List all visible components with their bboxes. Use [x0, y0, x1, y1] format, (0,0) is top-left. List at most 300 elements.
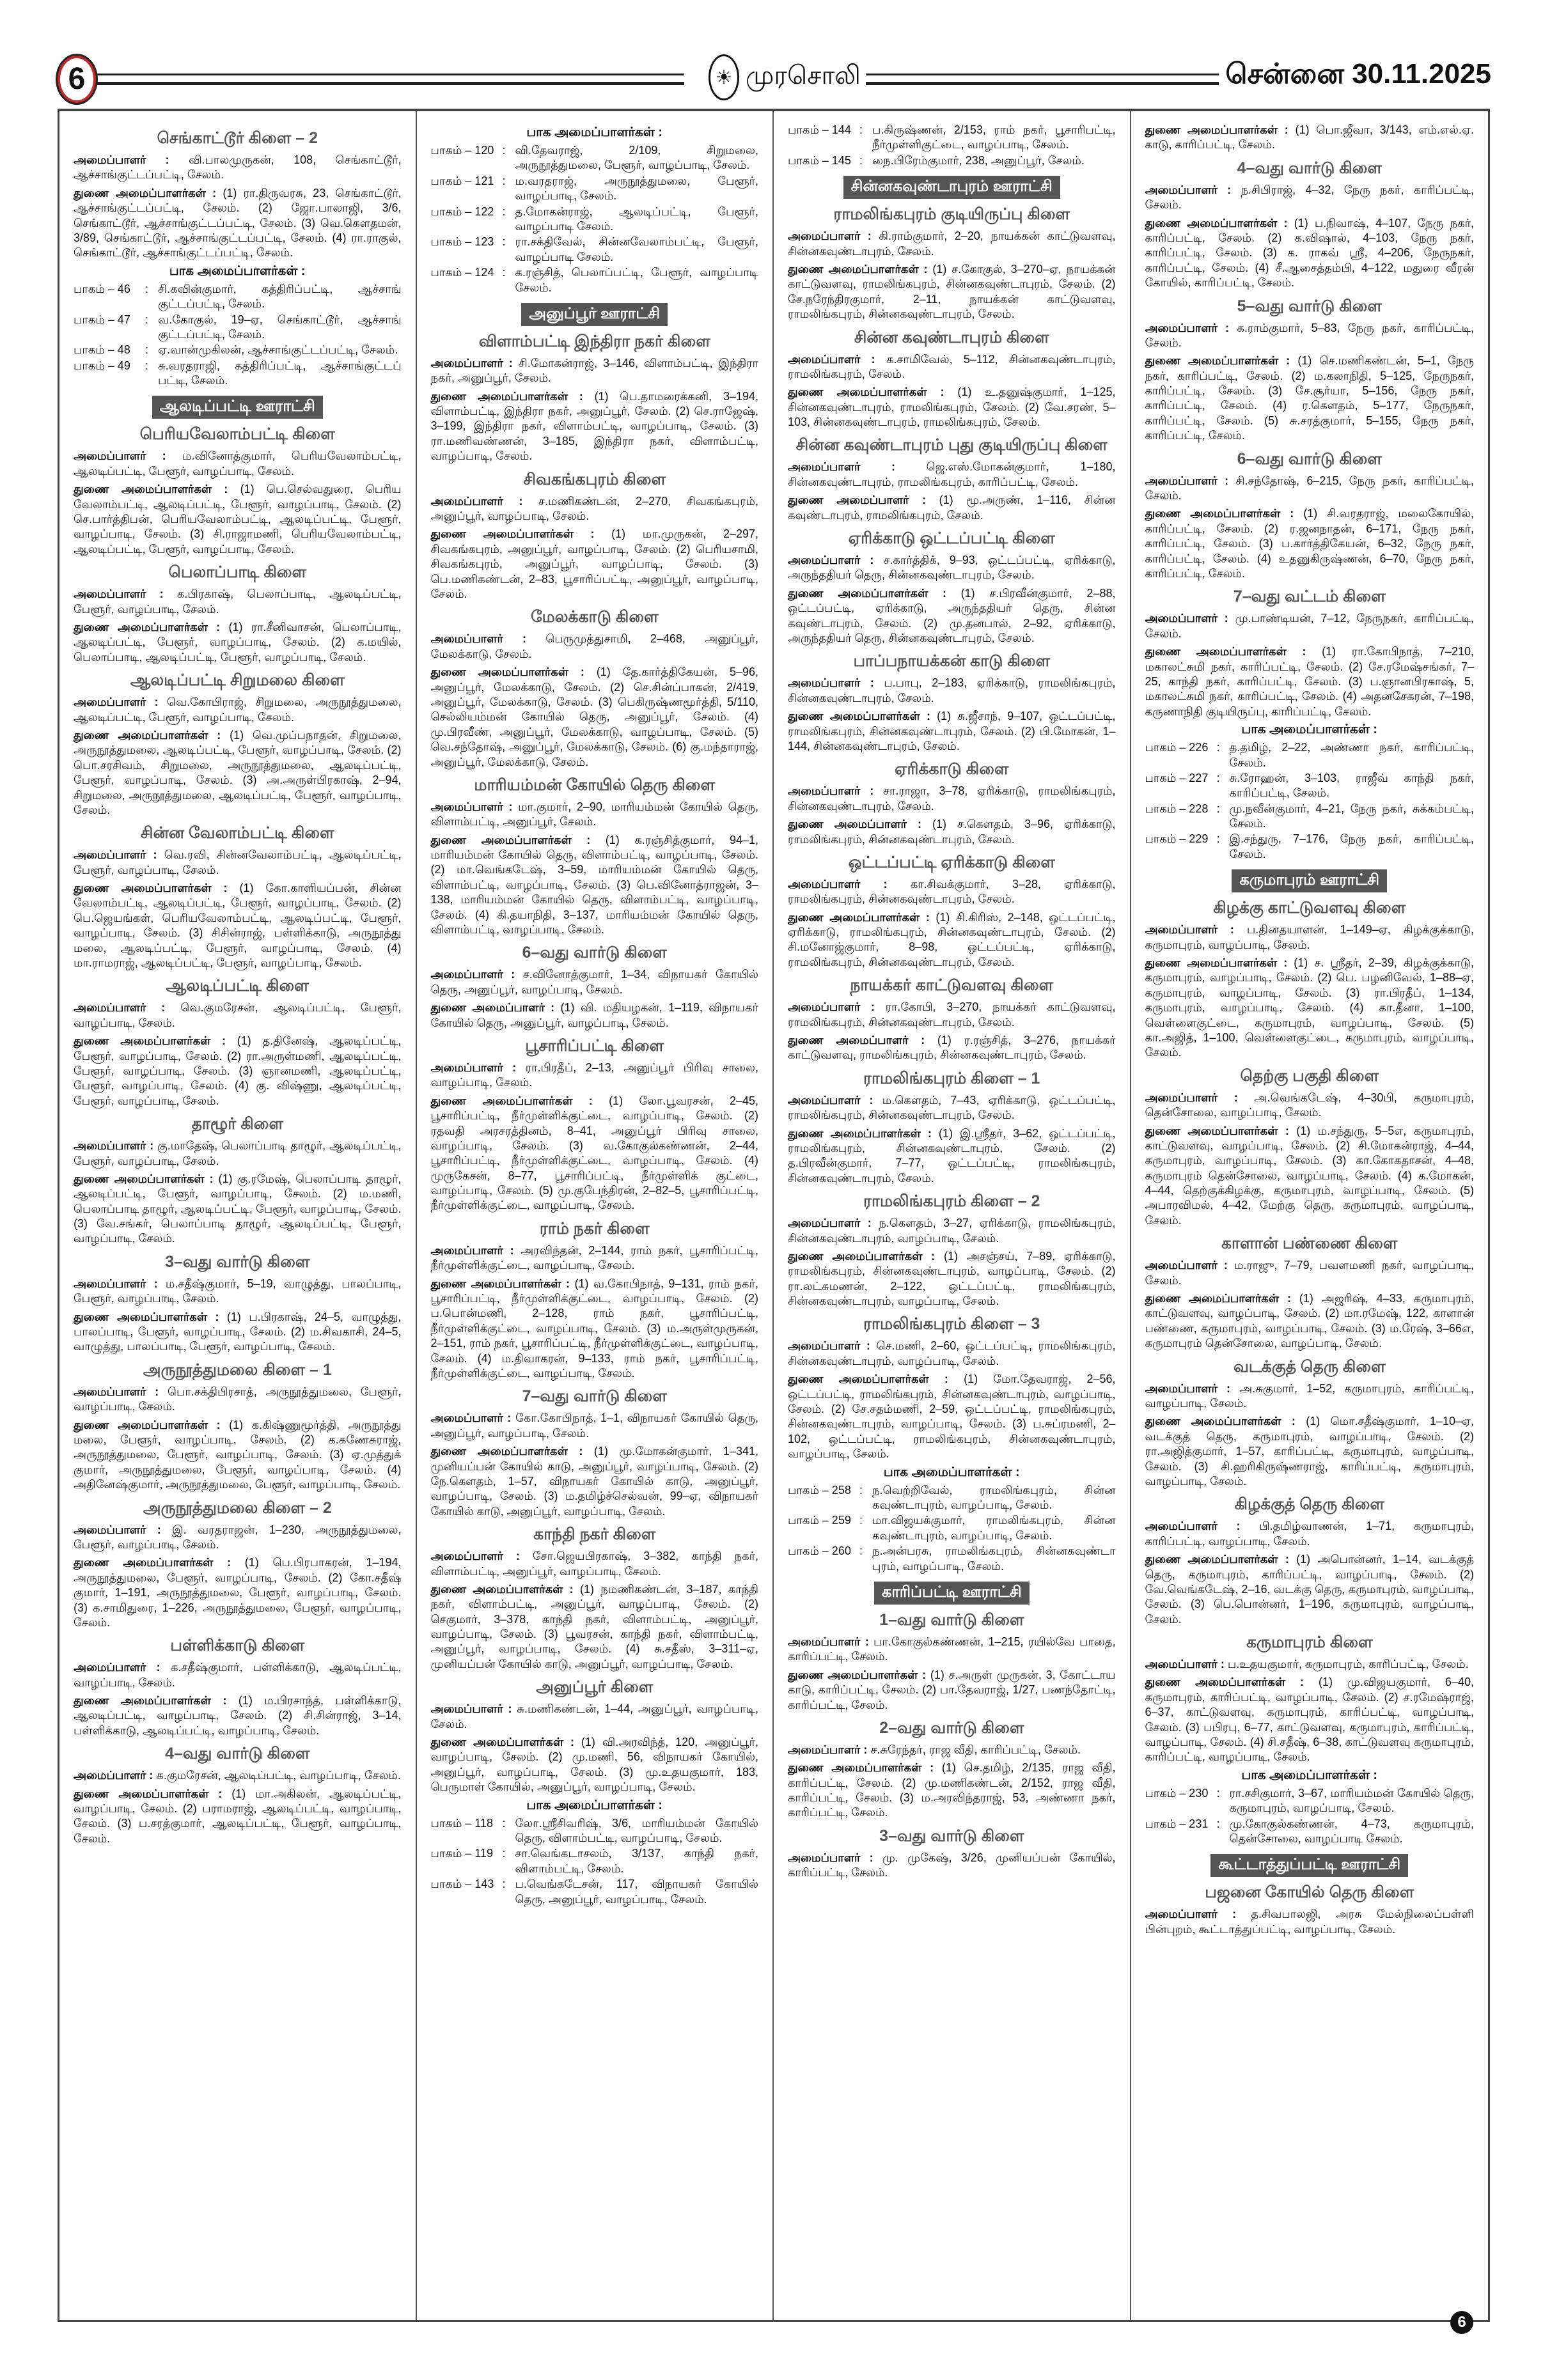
member-details: க.குமரேசன், ஆலடிப்பட்டி, வாழப்பாடி, சேலம். — [153, 1769, 402, 1782]
member-entry — [1145, 1291, 1475, 1351]
booth-entry — [788, 123, 1116, 153]
member-details: (1) அசஞ்சய், 7–89, ஏரிக்காடு, ராமலிங்கபுரம், சின்னகவுண்டாபுரம், வாழப்பாடி, சேலம். (2) ரா.லட்சுமணன், 2–122, ஒட்டப்பட்டி, ராமலிங்கபுரம், சின்னகவுண்டாபுரம், வாழப்பாடி, சேலம். — [788, 1249, 1116, 1308]
role-label: அமைப்பாளர் : — [74, 1661, 161, 1674]
member-details: (1) சு.ஜீசாந், 9–107, ஒட்டப்பட்டி, ராமலிங்கபுரம், சின்னகவுண்டாபுரம், சேலம். (2) பி.மோகன், 1–144, சின்னகவுண்டாபுரம், சேலம். — [788, 710, 1116, 752]
member-entry — [1145, 1907, 1475, 1937]
member-details: ம.வினோத்குமார், பெரியவேலாம்பட்டி, ஆலடிப்பட்டி, பேளூர், வாழப்பாடி, சேலம். — [74, 449, 402, 478]
branch-heading: தெற்கு பகுதி கிளை — [1240, 1066, 1379, 1085]
booth-entry — [431, 1846, 759, 1876]
role-label: அமைப்பாளர் : — [74, 1769, 153, 1782]
booth-member: லோ.ஸ்ரீசிவரிஷ், 3/6, மாரியம்மன் கோயில் தெரு, விளாம்பட்டி, வாழப்பாடி, சேலம். — [515, 1816, 758, 1844]
booth-member: ரா.சக்திவேல், சின்னவேலாம்பட்டி, பேளூர், வாழப்பாடி சேலம். — [515, 235, 758, 263]
member-details: மு.பாண்டியன், 7–12, நேருநகர், காரிப்பட்டி, சேலம். — [1145, 612, 1475, 640]
role-label: அமைப்பாளர் : — [430, 1702, 512, 1716]
member-entry — [431, 389, 759, 464]
branch-heading: ராமலிங்கபுரம் கிளை – 2 — [863, 1192, 1040, 1211]
section-subheading: பாக அமைப்பாளர்கள் : — [1241, 1768, 1378, 1782]
member-entry — [788, 1249, 1116, 1309]
member-entry — [431, 1000, 759, 1031]
member-entry — [74, 587, 402, 617]
member-details: பெருமுத்துசாமி, 2–468, அனுப்பூர், மேலக்காடு, சேலம். — [430, 632, 758, 660]
booth-member: த.தமிழ், 2–22, அண்ணா நகர், காரிப்பட்டி, சேலம். — [1229, 741, 1474, 769]
role-label: அமைப்பாளர் : — [430, 1243, 514, 1257]
branch-heading: ஆலடிப்பட்டி சிறுமலை கிளை — [130, 671, 345, 690]
branch-heading: 2–வது வார்டு கிளை — [879, 1718, 1024, 1737]
member-details: (1) ரா.கோபிநாத், 7–210, மகாலட்சுமி நகர், காரிப்பட்டி, சேலம். (2) சே.ரமேஷ்சங்கர், 7–25, காந்தி நகர், காரிப்பட்டி, சேலம். (3) ப.ஞானபிரகாஷ், 5, மகாலட்சுமி நகர், காரிப்பட்டி, சேலம். (4) அதனசேகரன், 7–198, கருணாநிதி குடியிருப்பு, காரிப்பட்டி, சேலம். — [1145, 645, 1474, 718]
role-label: துணை அமைப்பாளர்கள் : — [74, 483, 228, 496]
member-entry — [1145, 123, 1475, 153]
member-details: ச.மணிகண்டன், 2–270, சிவகங்கபுரம், அனுப்பூர், வாழப்பாடி, சேலம். — [430, 494, 759, 523]
role-label: துணை அமைப்பாளர்கள் : — [788, 710, 930, 723]
member-details: அ.வெங்கடேஷ், 4–30பி, கருமாபுரம், தென்சோலை, வாழப்பாடி, சேலம். — [1145, 1091, 1474, 1119]
member-details: (1) பெ.செல்வதுரை, பெரிய வேலாம்பட்டி, ஆலடிப்பட்டி, பேளூர், வாழப்பாடி, சேலம். (2) செ.பார்த்திபன், பெரியவேலாம்பட்டி, ஆலடிப்பட்டி, பேளூர், வாழப்பாடி, சேலம். (3) சி.ராஜாமணி, பெரியவேலாம்பட்டி, ஆலடிப்பட்டி, பேளூர், வாழப்பாடி, சேலம். — [74, 483, 402, 556]
member-details: அரவிந்தன், 2–144, ராம் நகர், பூசாரிப்பட்டி, நீர்முள்ளிக்குட்டை, வாழப்பாடி, சேலம். — [430, 1243, 759, 1272]
branch-heading: அனுப்பூர் கிளை — [536, 1678, 654, 1697]
member-details: (1) ச.பிரவீன்குமார், 2–88, ஒட்டப்பட்டி, ஏரிக்காடு, அருந்ததியர் தெரு, சின்ன கவுண்டாபுரம், சேலம். (2) மு.தனபால், 2–92, ஏரிக்காடு, அருந்ததியர் தெரு, சின்னகவுண்டாபுரம், சேலம். — [788, 586, 1116, 644]
separator: : — [145, 343, 149, 357]
member-entry — [1145, 183, 1475, 213]
member-entry — [74, 1000, 402, 1031]
member-details: (1) வெ.முப்பநாதன், சிறுமலை, அருநூத்துமலை, ஆலடிப்பட்டி, பேளூர், வாழப்பாடி, சேலம். (2) பொ.சரசிவம், சிறுமலை, அருநூத்துமலை, ஆலடிப்பட்டி, பேளூர், வாழப்பாடி, சேலம். (3) அ.அருள்பிரகாஷ், 2–94, சிறுமலை, அருநூத்துமலை, ஆலடிப்பட்டி, பேளூர், வாழப்பாடி, சேலம். — [74, 728, 402, 816]
role-label: அமைப்பாளர் : — [788, 784, 874, 798]
member-entry — [74, 1787, 402, 1847]
member-entry — [788, 676, 1116, 706]
member-entry — [431, 356, 759, 386]
member-details: ச.சுரேந்தர், ராஜ வீதி, காரிப்பட்டி, சேலம். — [867, 1743, 1081, 1756]
booth-member: இ.சந்துரு, 7–176, நேரு நகர், காரிப்பட்டி, சேலம். — [1229, 832, 1474, 860]
role-label: துணை அமைப்பாளர்கள் : — [74, 882, 228, 895]
role-label: துணை அமைப்பாளர்கள் : — [430, 833, 591, 846]
member-details: (1) கோ.காளியப்பன், சின்ன வேலாம்பட்டி, ஆலடிப்பட்டி, பேளூர், வாழப்பாடி, சேலம். (2) பெ.ஜெயங்கள், பெரியவேலாம்பட்டி, ஆலடிப்பட்டி, பேளூர், வாழப்பாடி, சேலம். (3) சிசின்ராஜ், பள்ளிக்காடு, அருநூத்து மலை, ஆலடிப்பட்டி, பேளூர், வாழப்பாடி, சேலம். (4) மா.ராமராஜ், ஆலடிப்பட்டி, பேளூர், வாழப்பாடி, சேலம். — [74, 882, 402, 970]
role-label: அமைப்பாளர் : — [1145, 1658, 1225, 1671]
member-entry — [788, 262, 1116, 322]
member-details: (1) செ.மணிகண்டன், 5–1, நேரு நகர், காரிப்பட்டி, சேலம். (2) ம.கலாநிதி, 5–125, நேருநகர், காரிப்பட்டி, சேலம். (3) சே.சூர்யா, 5–156, நேரு நகர், காரிப்பட்டி, சேலம். (4) ர.கௌதம், 5–177, நேருநகர், காரிப்பட்டி, சேலம். (5) சு.சரத்குமார், 5–155, நேரு நகர், காரிப்பட்டி, சேலம். — [1145, 354, 1474, 442]
booth-number: பாகம் – 49 — [74, 359, 130, 372]
role-label: துணை அமைப்பாளர்கள் : — [788, 910, 930, 924]
branch-heading: 1–வது வார்டு கிளை — [879, 1610, 1024, 1629]
branch-heading: ராம் நகர் கிளை — [539, 1219, 650, 1238]
role-label: அமைப்பாளர் : — [430, 494, 523, 508]
branch-heading: 6–வது வார்டு கிளை — [522, 944, 667, 962]
member-entry — [431, 1444, 759, 1519]
member-entry — [74, 186, 402, 261]
booth-number: பாகம் – 120 — [430, 144, 494, 157]
booth-number: பாகம் – 228 — [1145, 802, 1209, 815]
booth-number: பாகம் – 145 — [788, 153, 851, 167]
branch-heading: பள்ளிக்காடு கிளை — [170, 1637, 305, 1655]
member-details: (1) ரா.சீனிவாசன், பெலாப்பாடி, ஆலடிப்பட்டி, பேளூர், வாழப்பாடி, சேலம். (2) க.மயில், பெலாப்பாடி, ஆலடிப்பட்டி, பேளூர், வாழப்பாடி, சேலம். — [74, 620, 402, 664]
member-entry — [74, 881, 402, 970]
role-label: அமைப்பாளர் : — [74, 1385, 159, 1398]
role-label: துணை அமைப்பாளர்கள் : — [430, 665, 584, 679]
masthead-rule-left — [83, 74, 684, 85]
booth-entry — [431, 205, 759, 235]
role-label: அமைப்பாளர் : — [788, 352, 875, 366]
member-entry — [74, 1555, 402, 1630]
member-details: (1) ரா.திருவரசு, 23, செங்காட்டூர், ஆச்சாங்குட்டப்பட்டி, சேலம். (2) ஜோ.பாலாஜி, 3/6, செங்காட்டூர், ஆச்சாங்குட்டப்பட்டி, சேலம். (3) வெ.கௌதமன், 3/89, செங்காட்டூர், ஆச்சாங்குட்டப்பட்டி, சேலம். (4) ரா.ராகுல், செங்காட்டூர், ஆச்சாங்குட்டப்பட்டி, சேலம். — [74, 186, 402, 260]
member-entry — [74, 1172, 402, 1247]
booth-member: ஏ.வான்முகிலன், ஆச்சாங்குட்டப்பட்டி, சேலம். — [158, 343, 398, 357]
member-entry — [431, 1094, 759, 1213]
separator: : — [502, 1878, 506, 1891]
role-label: துணை அமைப்பாளர்கள் : — [1145, 1292, 1291, 1305]
branch-heading: 7–வது வார்டு கிளை — [522, 1387, 667, 1406]
member-entry — [1145, 611, 1475, 641]
member-details: (1) ப.நிவாஷ், 4–107, நேரு நகர், காரிப்பட்டி, சேலம். (2) க.விஷால், 4–103, நேரு நகர், காரிப்பட்டி, சேலம். (3) க. ராகவ் ஸ்ரீ, 4–206, நேருநகர், காரிப்பட்டி, சேலம். (4) சீ.ஆசைத்தம்பி, 4–122, மதுரை வீரன் கோயில், காரிப்பட்டி, சேலம். — [1145, 216, 1474, 290]
member-entry — [1145, 1675, 1475, 1764]
member-entry — [788, 910, 1116, 970]
member-details: (1) த.தினேஷ், ஆலடிப்பட்டி, பேளூர், வாழப்பாடி, சேலம். (2) ரா.அருள்மணி, ஆலடிப்பட்டி, பேளூர், வாழப்பாடி, சேலம். (3) ஞானமணி, ஆலடிப்பட்டி, பேளூர், வாழப்பாடி, சேலம். (4) கு. விஷ்ணு, ஆலடிப்பட்டி, பேளூர், வாழப்பாடி, சேலம். — [74, 1034, 402, 1107]
role-label: அமைப்பாளர் : — [74, 1277, 158, 1290]
booth-entry — [1145, 1817, 1475, 1847]
booth-number: பாகம் – 121 — [430, 174, 494, 187]
role-label: அமைப்பாளர் : — [430, 1412, 512, 1425]
booth-entry — [74, 313, 402, 343]
role-label: அமைப்பாளர் : — [788, 1000, 875, 1014]
role-label: அமைப்பாளர் : — [1145, 1520, 1241, 1533]
branch-heading: கிழக்கு காட்டுவளவு கிளை — [1213, 899, 1406, 917]
role-label: துணை அமைப்பாளர்கள் : — [788, 1249, 936, 1263]
member-entry — [431, 494, 759, 524]
branch-heading: சின்ன கவுண்டாபுரம் புது குடியிருப்பு கிளை — [795, 436, 1108, 455]
member-details: (1) ச. ஸ்ரீதர், 2–39, கிழக்குக்காடு, கருமாபுரம், வாழப்பாடி, சேலம். (2) பெ. பழனிவேல், 1–88–ஏ, கருமாபுரம், வாழப்பாடி, சேலம். (3) ரா.பிரதீப், 1–134, கருமாபுரம், வாழப்பாடி, சேலம். (4) கா.தீனா, 1–100, வெள்ளைகுட்டை, கருமாபுரம், வாழப்பாடி, சேலம். (5) கா.அஜித், 1–100, வெள்ளைகுட்டை, கருமாபுரம், வாழப்பாடி, சேலம். — [1145, 956, 1474, 1059]
member-details: ச.கார்த்திக், 9–93, ஒட்டப்பட்டி, ஏரிக்காடு, அருந்ததியர் தெரு, சின்னகவுண்டாபுரம், சேலம். — [788, 554, 1116, 582]
member-details: க.ராம்குமார், 5–83, நேரு நகர், காரிப்பட்டி, சேலம். — [1145, 321, 1474, 349]
booth-entry — [431, 265, 759, 295]
member-entry — [788, 1339, 1116, 1369]
member-details: (1) ச.கௌதம், 3–96, ஏரிக்காடு, ராமலிங்கபுரம், சின்னகவுண்டாபுரம், சேலம். — [788, 818, 1116, 846]
member-entry — [431, 1735, 759, 1795]
member-details: (1) பெ.பிரபாகரன், 1–194, அருநூத்துமலை, பேளூர், வாழப்பாடி, சேலம். (2) கோ.சதீஷ் குமார், 1–191, அருநூத்துமலை, பேளூர், வாழப்பாடி, சேலம். (3) க.சாமிதுரை, 1–226, அருநூத்துமலை, பேளூர், வாழப்பாடி, சேலம். — [74, 1556, 402, 1629]
member-entry — [1145, 1258, 1475, 1288]
role-label: அமைப்பாளர் : — [1145, 1908, 1237, 1921]
member-details: (1) மொ.சதீஷ்குமார், 1–10–ஏ, வடக்குத் தெரு, கருமாபுரம், வாழப்பாடி, சேலம். (2) ரா.அஜித்குமார், 1–57, காரிப்பட்டி, கருமாபுரம், வாழப்பாடி, சேலம். (3) சி.ஹரிகிருஷ்ணராஜ், காரிப்பட்டி, கருமாபுரம், வாழப்பாடி, சேலம். — [1145, 1415, 1474, 1488]
member-entry — [431, 1061, 759, 1091]
member-entry — [788, 817, 1116, 847]
branch-heading: பாப்பநாயக்கன் காடு கிளை — [853, 652, 1051, 671]
booth-entry — [431, 1877, 759, 1907]
role-label: துணை அமைப்பாளர்கள் : — [788, 385, 944, 399]
member-entry — [74, 1523, 402, 1553]
branch-heading: சின்ன வேலாம்பட்டி கிளை — [140, 824, 334, 843]
member-entry — [431, 1702, 759, 1732]
member-entry — [431, 665, 759, 770]
branch-heading: ஏரிக்காடு கிளை — [895, 760, 1009, 779]
member-details: (1) பெ.தாமரைக்கனி, 3–194, விளாம்பட்டி, இந்திரா நகர், அனுப்பூர், சேலம். (2) செ.ராஜேஷ், 3–199, இந்திரா நகர், விளாம்பட்டி, வாழப்பாடி, சேலம். (3) ரா.மணிவண்ணன், 3–185, இந்திரா நகர், விளாம்பட்டி, வாழப்பாடி, சேலம். — [430, 389, 759, 463]
role-label: துணை அமைப்பாளர்கள் : — [430, 1277, 570, 1290]
role-label: அமைப்பாளர் : — [1145, 474, 1229, 487]
role-label: துணை அமைப்பாளர் : — [788, 1034, 925, 1047]
paper-logo — [703, 54, 866, 100]
branch-heading: விளாம்பட்டி இந்திரா நகர் கிளை — [478, 332, 710, 350]
member-entry — [1145, 474, 1475, 504]
member-details: வெ.ரவி, சின்னவேலாம்பட்டி, ஆலடிப்பட்டி, பேளூர், வாழப்பாடி, சேலம். — [74, 848, 402, 876]
role-label: துணை அமைப்பாளர்கள் : — [1145, 1676, 1304, 1689]
rising-sun-emblem-icon: ☀ — [709, 54, 739, 100]
role-label: அமைப்பாளர் : — [74, 696, 159, 709]
role-label: துணை அமைப்பாளர்கள் : — [1145, 645, 1306, 658]
member-details: (1) தே.கார்த்திகேயன், 5–96, அனுப்பூர், மேலக்காடு, சேலம். (2) செ.சின்ப்பாகன், 2/419, அனுப்பூர், மேலக்காடு, சேலம். (3) பெகிருஷ்ணமூர்த்தி, 5/110, செல்லியம்மன் கோயில் தெரு, அனுப்பூர், சேலம். (4) மு.பிரவீண், அனுப்பூர், மேலக்காடு, வாழப்பாடி, சேலம். (5) வெ.சந்தோஷ், அனுப்பூர், மேலக்காடு, சேலம். (6) கு.மந்தாராஜ், அனுப்பூர், மேலக்காடு, சேலம். — [430, 665, 758, 768]
role-label: துணை அமைப்பாளர்கள் : — [430, 1445, 583, 1458]
member-details: ம.கௌதம், 7–43, ஏரிக்காடு, ஒட்டப்பட்டி, ராமலிங்கபுரம், சின்னகவுண்டாபுரம், சேலம். — [788, 1093, 1116, 1122]
member-entry — [788, 1743, 1116, 1757]
branch-heading: தாழூர் கிளை — [191, 1115, 283, 1133]
member-entry — [1145, 1414, 1475, 1489]
branch-heading: சிவகங்கபுரம் கிளை — [523, 470, 666, 488]
separator: : — [1216, 832, 1220, 846]
role-label: துணை அமைப்பாளர்கள் : — [74, 1172, 214, 1185]
booth-entry — [788, 1483, 1116, 1513]
booth-member: வி.தேவராஜ், 2/109, சிறுமலை, அருநூத்துமலை, பேளூர், வாழப்பாடி, சேலம். — [515, 144, 758, 172]
role-label: அமைப்பாளர் : — [1145, 321, 1230, 334]
role-label: அமைப்பாளர் : — [1145, 1259, 1228, 1272]
page-number-badge: 6 — [58, 56, 96, 103]
role-label: துணை அமைப்பாளர் : — [430, 1001, 555, 1015]
member-details: க.பிரகாஷ், பெலாப்பாடி, ஆலடிப்பட்டி, பேளூர், வாழப்பாடி, சேலம். — [74, 587, 402, 616]
role-label: அமைப்பாளர் : — [788, 877, 888, 891]
booth-member: நை.பிரேம்குமார், 238, அனுப்பூர், சேலம். — [872, 153, 1085, 167]
branch-heading: ராமலிங்கபுரம் குடியிருப்பு கிளை — [833, 205, 1070, 224]
role-label: துணை அமைப்பாளர்கள் : — [788, 262, 928, 276]
role-label: துணை அமைப்பாளர்கள் : — [788, 1761, 934, 1775]
booth-number: பாகம் – 226 — [1145, 741, 1209, 754]
booth-entry — [431, 143, 759, 173]
booth-member: த.மோகன்ராஜ், ஆலடிப்பட்டி, பேளூர், வாழப்பாடி சேலம். — [515, 205, 758, 233]
member-details: இ. வரதராஜன், 1–230, அருநூத்துமலை, பேளூர், வாழப்பாடி, சேலம். — [74, 1523, 402, 1551]
separator: : — [502, 235, 506, 249]
separator: : — [859, 123, 863, 136]
separator: : — [1216, 771, 1220, 784]
member-entry — [788, 1851, 1116, 1881]
member-details: பா.கோகுல்கண்ணன், 1–215, ரயில்வே பாதை, காரிப்பட்டி, சேலம். — [788, 1635, 1116, 1663]
role-label: அமைப்பாளர் : — [1145, 923, 1234, 937]
member-entry — [74, 620, 402, 665]
member-entry — [788, 1372, 1116, 1461]
role-label: துணை அமைப்பாளர்கள் : — [430, 1094, 593, 1107]
branch-heading: அருநூத்துமலை கிளை – 1 — [143, 1360, 332, 1379]
member-entry — [1145, 1657, 1475, 1672]
member-details: (1) ச.அருள் முருகன், 3, கோட்டாய காடு, காரிப்பட்டி, சேலம். (2) பா.தேவராஜ், 1/27, பணந்தோட்டி, காரிப்பட்டி, சேலம். — [788, 1668, 1116, 1711]
role-label: அமைப்பாளர் : — [1145, 183, 1232, 196]
member-details: (1) கு.ரமேஷ், பெலாப்பாடி தாழூர், ஆலடிப்பட்டி, பேளூர், வாழப்பாடி, சேலம். (2) ம.மணி, பெலாப்பாடி தாழூர், ஆலடிப்பட்டி, பேளூர், வாழப்பாடி, சேலம். (3) வே.சங்கர், பெலாப்பாடி தாழூர், ஆலடிப்பட்டி, பேளூர், வாழப்பாடி, சேலம். — [74, 1172, 402, 1245]
booth-number: பாகம் – 227 — [1145, 771, 1209, 784]
member-entry — [74, 695, 402, 725]
member-entry — [788, 553, 1116, 583]
column-1 — [59, 111, 417, 2320]
branch-heading: ஆலடிப்பட்டி கிளை — [166, 977, 309, 995]
member-details: ம.சதீஷ்குமார், 5–19, வாழுத்து, பாலப்பாடி, பேளூர், வாழப்பாடி, சேலம். — [74, 1277, 402, 1305]
role-label: துணை அமைப்பாளர் : — [788, 494, 927, 507]
member-entry — [431, 800, 759, 830]
member-entry — [788, 1093, 1116, 1123]
booth-entry — [431, 1816, 759, 1846]
section-subheading: பாக அமைப்பாளர்கள் : — [526, 1798, 663, 1812]
member-details: (1) செ.தமிழ், 2/135, ராஜ வீதி, காரிப்பட்டி, சேலம். (2) மு.மணிகண்டன், 2/152, ராஜ வீதி, காரிப்பட்டி, சேலம். (3) ம.அரவிந்தராஜ், 53, அண்ணா நகர், காரிப்பட்டி, சேலம். — [788, 1761, 1116, 1819]
member-entry — [431, 1243, 759, 1273]
member-details: ரா.கோபி, 3–270, நாயக்கர் காட்டுவளவு, ராமலிங்கபுரம், சின்னகவுண்டாபுரம், சேலம். — [788, 1000, 1116, 1029]
member-details: (1) ம.சந்துரு, 5–5எ, கருமாபுரம், காட்டுவளவு, வாழப்பாடி, சேலம். (2) சி.மோகன்ராஜ், 4–44, கருமாபுரம், வாழப்பாடி, சேலம். (3) கா.கோகதாசன், 4–48, கருமாபுரம் தென்சோலை, வாழப்பாடி, சேலம். (4) க.மோகன், 4–44, தெற்குக்கிழக்கு, கருமாபுரம், வாழப்பாடி, சேலம். (5) அபாரவிமல், 4–42, மேற்கு தெரு, கருமாபுரம், வாழப்பாடி, சேலம். — [1145, 1124, 1474, 1227]
member-entry — [74, 728, 402, 818]
branch-heading: வடக்குத் தெரு கிளை — [1233, 1357, 1386, 1376]
role-label: துணை அமைப்பாளர்கள் : — [1145, 216, 1288, 229]
member-entry — [1145, 506, 1475, 581]
booth-entry — [788, 1513, 1116, 1543]
role-label: அமைப்பாளர் : — [788, 229, 872, 243]
panchayat-banner: கருமாபுரம் ஊராட்சி — [1232, 869, 1387, 892]
member-details: ம.ராஜு, 7–79, பவளமணி நகர், வாழப்பாடி, சேலம். — [1145, 1259, 1475, 1287]
separator: : — [859, 153, 863, 167]
panchayat-banner: ஆலடிப்பட்டி ஊராட்சி — [152, 396, 323, 419]
branch-heading: செங்காட்டூர் கிளை – 2 — [157, 129, 318, 147]
member-entry — [788, 1000, 1116, 1030]
branch-heading: ராமலிங்கபுரம் கிளை – 1 — [863, 1069, 1040, 1087]
role-label: அமைப்பாளர் : — [74, 848, 157, 862]
role-label: துணை அமைப்பாளர்கள் : — [1145, 354, 1290, 368]
separator: : — [502, 266, 506, 279]
member-details: (1) உ.தனுஷ்குமார், 1–125, சின்னகவுண்டாபுரம், ராமலிங்கபுரம், சேலம். (2) வே.சரண், 5–103, சின்னகவுண்டாபுரம், ராமலிங்கபுரம், சேலம். — [788, 385, 1116, 429]
member-details: மா.குமார், 2–90, மாரியம்மன் கோயில் தெரு, விளாம்பட்டி, அனுப்பூர், சேலம். — [430, 800, 759, 828]
branch-heading: பெலாப்பாடி கிளை — [168, 563, 307, 582]
booth-member: சு.ரோஹன், 3–103, ராஜீவ் காந்தி நகர், காரிப்பட்டி, சேலம். — [1229, 771, 1474, 800]
branch-heading: 6–வது வார்டு கிளை — [1237, 449, 1382, 468]
booth-member: சா.வெங்கடாசலம், 3/137, காந்தி நகர், விளாம்பட்டி, சேலம். — [515, 1847, 758, 1875]
branch-heading: ராமலிங்கபுரம் கிளை – 3 — [863, 1315, 1040, 1334]
role-label: அமைப்பாளர் : — [74, 449, 166, 463]
separator: : — [502, 205, 506, 218]
role-label: துணை அமைப்பாளர்கள் : — [74, 1694, 227, 1707]
booth-number: பாகம் – 46 — [74, 282, 130, 295]
role-label: அமைப்பாளர் : — [1145, 1091, 1238, 1104]
member-entry — [788, 586, 1116, 646]
member-entry — [788, 1635, 1116, 1665]
member-details: (1) மு.மோகன்குமார், 1–341, முனியப்பன் கோயில் காடு, அனுப்பூர், வாழப்பாடி, சேலம். (2) நே.கௌதம், 1–57, விநாயகர் கோயில் காடு, அனுப்பூர், வாழப்பாடி, சேலம். (3) ம.தமிழ்ச்செல்வன், 99–ஏ, விநாயகர் கோயில் காடு, அனுப்பூர், வாழப்பாடி, சேலம். — [430, 1445, 758, 1518]
role-label: அமைப்பாளர் : — [788, 1339, 870, 1353]
booth-entry — [1145, 1786, 1475, 1816]
member-details: (1) மா.அகிலன், ஆலடிப்பட்டி, வாழப்பாடி, சேலம். (2) பராமராஜ், ஆலடிப்பட்டி, வாழப்பாடி, சேலம். (3) ப.சரத்குமார், ஆலடிப்பட்டி, பேளூர், வாழப்பாடி, சேலம். — [74, 1787, 402, 1845]
separator: : — [502, 174, 506, 187]
member-details: செ.மணி, 2–60, ஒட்டப்பட்டி, ராமலிங்கபுரம், சின்னகவுண்டாபுரம், வாழப்பாடி, சேலம். — [788, 1339, 1116, 1367]
member-details: (1) ப.பிரகாஷ், 24–5, வாழுத்து, பாலப்பாடி, பேளூர், வாழப்பாடி, சேலம். (2) ம.சிவகாசி, 24–5, வாழுத்து, பாலப்பாடி, பேளூர், வாழப்பாடி, சேலம். — [74, 1310, 402, 1353]
booth-entry — [1145, 832, 1475, 862]
member-entry — [74, 1310, 402, 1355]
member-details: ச.வினோத்குமார், 1–34, விநாயகர் கோயில் தெரு, அனுப்பூர், வாழப்பாடி, சேலம். — [430, 968, 758, 996]
panchayat-banner: கூட்டாத்துப்பட்டி ஊராட்சி — [1210, 1854, 1408, 1877]
member-details: ப.பாபு, 2–183, ஏரிக்காடு, ராமலிங்கபுரம், சின்னகவுண்டாபுரம், சேலம். — [788, 676, 1116, 704]
role-label: அமைப்பாளர் : — [74, 153, 169, 166]
paper-name: முரசொலி — [746, 61, 861, 89]
member-details: அ.சுகுமார், 1–52, கருமாபுரம், காரிப்பட்டி, வாழப்பாடி, சேலம். — [1145, 1381, 1475, 1410]
member-entry — [788, 229, 1116, 259]
member-details: கி.ராம்குமார், 2–20, நாயக்கன் காட்டுவளவு, சின்னகவுண்டாபுரம், சேலம். — [788, 229, 1116, 258]
booth-member: சு.வரதராஜி, கத்திரிப்பட்டி, ஆச்சாங்குட்டப் பட்டி, சேலம். — [158, 359, 402, 387]
booth-number: பாகம் – 229 — [1145, 832, 1209, 846]
role-label: அமைப்பாளர் : — [788, 554, 874, 567]
member-entry — [431, 527, 759, 602]
member-details: (1) லோ.பூவரசன், 2–45, பூசாரிப்பட்டி, நீர்முள்ளிக்குட்டை, வாழப்பாடி, சேலம். (2) ரதவதி அரசரத்தினம், 8–41, அனுப்பூர் பிரிவு சாலை, வாழப்பாடி, சேலம். (3) வ.கோகுல்கண்ணன், 2–44, பூசாரிப்பட்டி, நீர்முள்ளிக்குட்டை, வாழப்பாடி, சேலம். (4) முருகேசன், 8–77, பூசாரிப்பட்டி, நீர்முள்ளிக் குட்டை, வாழப்பாடி, சேலம். (5) மு.குபேந்திரன், 2–82–5, பூசாரிப்பட்டி, நீர்முள்ளிக்குட்டை, வாழப்பாடி, சேலம். — [430, 1094, 758, 1212]
role-label: அமைப்பாளர் : — [788, 676, 874, 690]
booth-number: பாகம் – 258 — [788, 1483, 851, 1497]
article-frame — [58, 109, 1490, 2322]
member-details: (1) வி. மதியழகன், 1–119, விநாயகர் கோயில் தெரு, அனுப்பூர், வாழப்பாடி, சேலம். — [430, 1001, 759, 1029]
member-entry — [788, 1126, 1116, 1186]
member-entry — [431, 632, 759, 662]
role-label: அமைப்பாளர் : — [1145, 612, 1228, 625]
member-details: பி.தமிழ்வாணன், 1–71, கருமாபுரம், காரிப்பட்டி, வாழப்பாடி, சேலம். — [1145, 1520, 1474, 1548]
booth-number: பாகம் – 118 — [430, 1816, 494, 1830]
booth-member: ப.வெங்கடேசன், 117, விநாயகர் கோயில் தெரு, அனுப்பூர், வாழப்பாடி, சேலம். — [515, 1878, 758, 1906]
member-details: (1) வி.அரவிந்த், 120, அனுப்பூர், வாழப்பாடி, சேலம். (2) மு.மணி, 56, விநாயகர் கோயில், அனுப்பூர், வாழப்பாடி, சேலம். (3) மு.உதயகுமார், 183, பெருமாள் கோயில், அனுப்பூர், வாழப்பாடி, சேலம். — [430, 1736, 758, 1794]
member-details: வி.பாலமுருகன், 108, செங்காட்டூர், ஆச்சாங்குட்டப்பட்டி, சேலம். — [74, 153, 402, 182]
member-details: சி.சந்தோஷ், 6–215, நேரு நகர், காரிப்பட்டி, சேலம். — [1145, 474, 1474, 502]
role-label: துணை அமைப்பாளர்கள் : — [74, 1556, 231, 1569]
member-entry — [788, 1033, 1116, 1063]
role-label: அமைப்பாளர் : — [430, 356, 513, 369]
section-subheading: பாக அமைப்பாளர்கள் : — [526, 125, 663, 139]
branch-heading: பஜனை கோயில் தெரு கிளை — [1205, 1883, 1414, 1902]
member-entry — [788, 1761, 1116, 1821]
member-details: ஜெ.எஸ்.மோகன்குமார், 1–180, சின்னகவுண்டாபுரம், ராமலிங்கபுரம், காரிப்பட்டி, சேலம். — [788, 460, 1116, 488]
booth-member: வ.கோகுல், 19–ஏ, செங்காட்டூர், ஆச்சாங் குட்டப்பட்டி, சேலம். — [158, 313, 402, 341]
member-entry — [1145, 1519, 1475, 1549]
member-details: ந.சிபிராஜ், 4–32, நேரு நகர், காரிப்பட்டி, சேலம். — [1145, 183, 1474, 212]
member-details: (1) மா.முருகன், 2–297, சிவகங்கபுரம், அனுப்பூர், வாழப்பாடி, சேலம். (2) பெரியசாமி, சிவகங்கபுரம், அனுப்பூர், வாழப்பாடி, சேலம். (3) பெ.மணிகண்டன், 2–83, பூசாரிப்பட்டி, அனுப்பூர், வாழப்பாடி, சேலம். — [430, 527, 758, 600]
section-subheading: பாக அமைப்பாளர்கள் : — [169, 263, 306, 278]
member-details: சு.மணிகண்டன், 1–44, அனுப்பூர், வாழப்பாடி, சேலம். — [430, 1702, 758, 1731]
booth-entry — [1145, 802, 1475, 832]
booth-number: பாகம் – 122 — [430, 205, 494, 218]
role-label: அமைப்பாளர் : — [788, 1635, 869, 1648]
branch-heading: 5–வது வார்டு கிளை — [1237, 297, 1382, 315]
role-label: துணை அமைப்பாளர்கள் : — [74, 1418, 221, 1431]
member-details: கு.மாதேஷ், பெலாப்பாடி தாழூர், ஆலடிப்பட்டி, பேளூர், வாழப்பாடி, சேலம். — [74, 1139, 402, 1167]
role-label: துணை அமைப்பாளர்கள் : — [74, 186, 217, 199]
role-label: துணை அமைப்பாளர்கள் : — [788, 1668, 927, 1681]
member-details: சோ.ஜெயபிரகாஷ், 3–382, காந்தி நகர், விளாம்பட்டி, அனுப்பூர், வாழப்பாடி, சேலம். — [430, 1550, 758, 1578]
panchayat-banner: அனுப்பூர் ஊராட்சி — [521, 303, 668, 326]
masthead — [58, 54, 1491, 99]
member-details: (1) அஜரிஷ், 4–33, கருமாபுரம், காட்டுவளவு, வாழப்பாடி, சேலம். (2) மா.ரமேஷ், 122, காளான் பண்ணை, கருமாபுரம், வாழப்பாடி, சேலம். (3) ம.ரேஷ், 3–66எ, கருமாபுரம் தென்சோலை, வாழப்பாடி, சேலம். — [1145, 1292, 1474, 1350]
member-details: ப.தினதயாளன், 1–149–ஏ, கிழக்குக்காடு, கருமாபுரம், வாழப்பாடி, சேலம். — [1145, 923, 1474, 951]
booth-entry — [74, 282, 402, 312]
separator: : — [859, 1544, 863, 1558]
member-details: மு. முகேஷ், 3/26, முனியப்பன் கோயில், காரிப்பட்டி, சேலம். — [788, 1851, 1116, 1879]
role-label: அமைப்பாளர் : — [430, 968, 515, 981]
member-entry — [1145, 956, 1475, 1061]
member-entry — [1145, 1552, 1475, 1627]
member-details: (1) இ.ஸ்ரீதர், 3–62, ஒட்டப்பட்டி, ராமலிங்கபுரம், சின்னகவுண்டாபுரம், சேலம். (2) த.பிரவீன்குமார், 7–77, ஒட்டப்பட்டி, ராமலிங்கபுரம், சின்னகவுண்டாபுரம், சேலம். — [788, 1126, 1116, 1185]
branch-heading: காளான் பண்ணை கிளை — [1221, 1234, 1398, 1253]
member-details: (1) நமணிகண்டன், 3–187, காந்தி நகர், விளாம்பட்டி, அனுப்பூர், வாழப்பாடி, சேலம். (2) செகுமார், 3–378, காந்தி நகர், விளாம்பட்டி, அனுப்பூர், வாழப்பாடி, சேலம். (3) பூவரசன், காந்தி நகர், விளாம்பட்டி, அனுப்பூர், வாழப்பாடி, சேலம். (4) சு.சதீஸ், 3–311–ஏ, முனியப்பன் கோயில் காடு, அனுப்பூர், வாழப்பாடி, சேலம். — [430, 1582, 758, 1670]
booth-number: பாகம் – 144 — [788, 123, 851, 136]
branch-heading: 3–வது வார்டு கிளை — [165, 1252, 310, 1271]
branch-heading: 4–வது வார்டு கிளை — [1237, 159, 1382, 177]
role-label: அமைப்பாளர் : — [1145, 1381, 1230, 1395]
section-subheading: பாக அமைப்பாளர்கள் : — [1241, 722, 1378, 737]
booth-number: பாகம் – 259 — [788, 1514, 851, 1527]
member-entry — [1145, 644, 1475, 719]
member-entry — [1145, 216, 1475, 291]
member-details: கா.சிவக்குமார், 3–28, ஏரிக்காடு, ராமலிங்கபுரம், சின்னகவுண்டாபுரம், சேலம். — [788, 877, 1116, 906]
separator: : — [859, 1483, 863, 1497]
member-entry — [74, 1768, 402, 1783]
panchayat-banner: காரிப்பட்டி ஊராட்சி — [874, 1582, 1030, 1605]
booth-number: பாகம் – 230 — [1145, 1786, 1209, 1800]
member-details: (1) ச.கோகுல், 3–270–ஏ, நாயக்கன் காட்டுவளவு, ராமலிங்கபுரம், சின்னகவுண்டாபுரம், சேலம். (2) சே.நரேந்திரகுமார், 2–11, நாயக்கன் காட்டுவளவு, ராமலிங்கபுரம், சின்னகவுண்டாபுரம், சேலம். — [788, 262, 1116, 321]
member-entry — [74, 153, 402, 183]
separator: : — [859, 1514, 863, 1527]
booth-member: மு.கோகுல்கண்ணன், 4–73, கருமாபுரம், தென்சோலை, வாழப்பாடி சேலம். — [1229, 1817, 1474, 1845]
member-details: ந.கௌதம், 3–27, ஏரிக்காடு, ராமலிங்கபுரம், சின்னகவுண்டாபுரம், வாழப்பாடி, சேலம். — [788, 1217, 1116, 1245]
